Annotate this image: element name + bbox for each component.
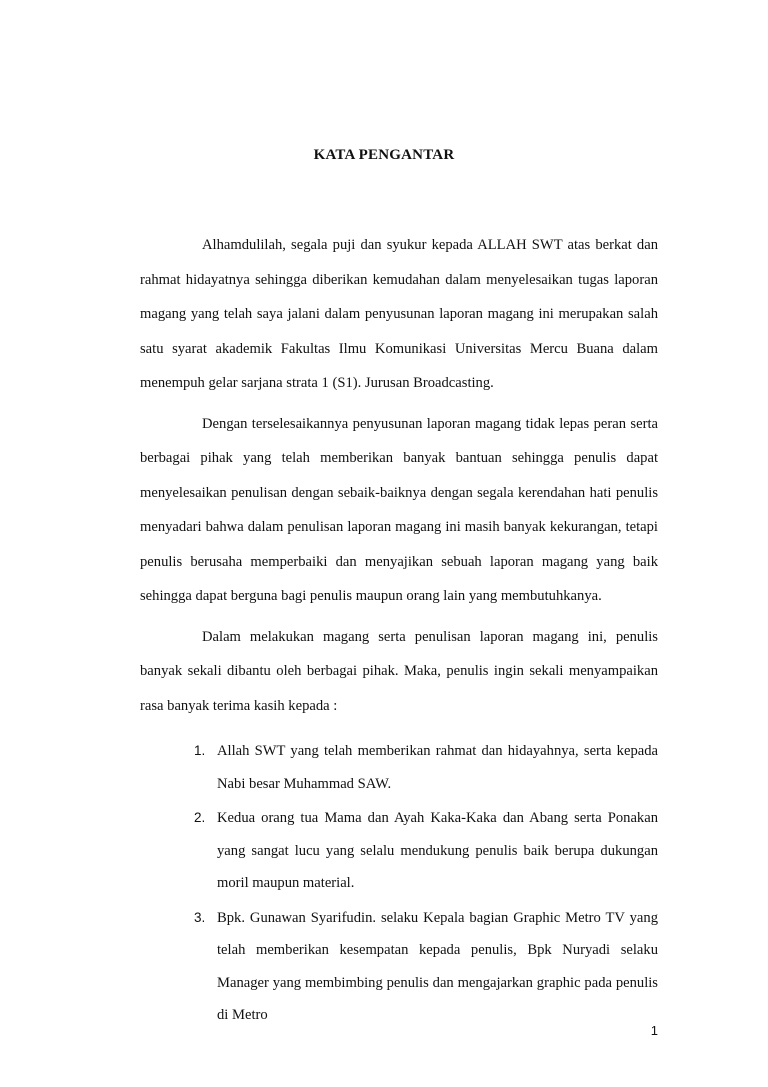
paragraph-thanks-intro: Dalam melakukan magang serta penulisan laporan magang ini, penulis banyak sekali dibantu oleh berbagai pihak. Maka, penulis ingin sekali menyampaikan rasa banyak terima kasih kepada :: [140, 628, 658, 714]
list-item-number: 2.: [194, 810, 206, 825]
paragraph-opening: Alhamdulilah, segala puji dan syukur kepada ALLAH SWT atas berkat dan rahmat hidayatnya sehingga diberikan kemudahan dalam menyelesaikan tugas laporan magang yang telah saya jalani dalam penyusunan laporan magang ini merupakan salah satu syarat akademik Fakultas Ilmu Komunikasi Universitas Mercu Buana dalam menempuh gelar sarjana strata 1 (S1). Jurusan Broadcasting.: [140, 237, 658, 391]
list-item-number: 3.: [194, 909, 206, 925]
list-item-text: Allah SWT yang telah memberikan rahmat dan hidayahnya, serta kepada Nabi besar Muhammad SAW.: [217, 743, 658, 792]
thanks-list: [140, 735, 658, 1032]
page-number: 1: [650, 1023, 658, 1038]
paragraph-acknowledgement: Dengan terselesaikannya penyusunan laporan magang tidak lepas peran serta berbagai pihak yang telah memberikan banyak bantuan sehingga penulis dapat menyelesaikan penulisan dengan sebaik-baiknya dengan segala kerendahan hati penulis menyadari bahwa dalam penulisan laporan magang ini masih banyak kekurangan, tetapi penulis berusaha memperbaiki dan menyajikan sebuah laporan magang yang baik sehingga dapat berguna bagi penulis maupun orang lain yang membutuhkanya.: [140, 415, 658, 604]
page-title: KATA PENGANTAR: [313, 147, 455, 163]
list-item-number: 1.: [194, 743, 206, 758]
list-item: [140, 735, 658, 800]
list-item: [140, 902, 658, 1032]
list-item-text: Bpk. Gunawan Syarifudin. selaku Kepala bagian Graphic Metro TV yang telah memberikan kesempatan kepada penulis, Bpk Nuryadi selaku Manager yang membimbing penulis dan mengajarkan graphic pada penulis di Metro: [217, 909, 658, 1023]
list-item-text: Kedua orang tua Mama dan Ayah Kaka-Kaka dan Abang serta Ponakan yang sangat lucu yang selalu mendukung penulis baik berupa dukungan moril maupun material.: [217, 810, 658, 891]
document-body: [140, 228, 658, 1034]
list-item: [140, 802, 658, 900]
